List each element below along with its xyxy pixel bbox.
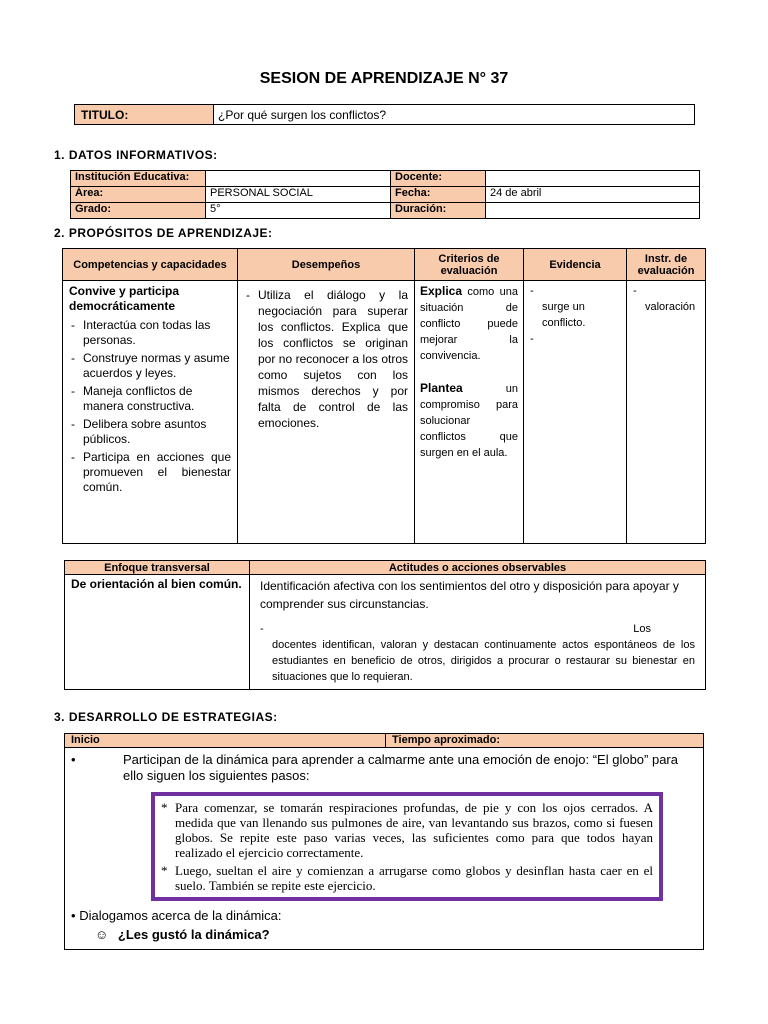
asterisk-icon: * xyxy=(161,863,168,878)
actitud-text-2: docentes identifican, valoran y destacan continuamente actos espontáneos de los estudiantes en beneficio de otros, dirigidos a procurar o restaurar su bienestar en situaciones que lo requieran. xyxy=(272,639,695,683)
datos-value-duracion xyxy=(486,203,700,219)
list-item: - Interactúa con todas las personas. xyxy=(69,318,231,348)
competencia-title: Convive y participa democráticamente xyxy=(69,284,180,313)
instrumento-text: valoración xyxy=(645,301,696,313)
bullet-icon: • xyxy=(71,752,76,767)
datos-label-docente: Docente: xyxy=(391,171,486,187)
bullet-1-text: Participan de la dinámica para aprender a calmarme ante una emoción de enojo: “El globo” para ello siguen los siguientes pasos: xyxy=(123,752,678,783)
section2-heading: 2. PROPÓSITOS DE APRENDIZAJE: xyxy=(54,226,273,240)
inicio-content xyxy=(65,748,704,950)
box-item-2-text: Luego, sueltan el aire y comienzan a arrugarse como globos y desinflan hasta caer en el suelo. También se repite este ejercicio. xyxy=(175,863,653,893)
evidencia-dash-2: - xyxy=(530,333,534,345)
page-title: SESION DE APRENDIZAJE N° 37 xyxy=(259,70,509,87)
criterio2-verb: Plantea xyxy=(420,381,463,395)
criterio1-text: como una situación de conflicto puede mejorar la convivencia. xyxy=(420,286,518,362)
propositos-table xyxy=(62,248,706,544)
actitud-los: Los xyxy=(633,623,651,635)
tiempo-header: Tiempo aproximado: xyxy=(386,734,704,748)
datos-label-area: Área: xyxy=(71,187,206,203)
instructions-box xyxy=(151,792,663,901)
box-item-1-text: Para comenzar, se tomarán respiraciones profundas, de pie y con los ojos cerrados. A medida que van llenando sus pulmones de aire, van levantando sus brazos, como si fuesen globos. Se repite este paso varias veces, las suficientes como para que todos hayan realizado el ejercicio correctamente. xyxy=(175,800,653,860)
datos-label-duracion: Duración: xyxy=(391,203,486,219)
enfoque-name: De orientación al bien común. xyxy=(65,575,250,690)
actitudes-header: Actitudes o acciones observables xyxy=(250,561,706,575)
header-evidencia: Evidencia xyxy=(524,249,627,281)
datos-value-area: PERSONAL SOCIAL xyxy=(206,187,391,203)
header-competencias: Competencias y capacidades xyxy=(63,249,238,281)
actitud-dash-row xyxy=(260,621,695,637)
actitud-dash: - xyxy=(260,623,264,635)
capacidades-list xyxy=(69,318,231,495)
bullet-item-2 xyxy=(71,907,697,925)
datos-value-grado: 5° xyxy=(206,203,391,219)
inicio-header: Inicio xyxy=(65,734,386,748)
datos-value-ie xyxy=(206,171,391,187)
evidencia-cell xyxy=(524,281,627,544)
datos-value-docente xyxy=(486,171,700,187)
datos-value-fecha: 24 de abril xyxy=(486,187,700,203)
question-text: ¿Les gustó la dinámica? xyxy=(117,927,270,942)
list-item: - Delibera sobre asuntos públicos. xyxy=(69,417,231,447)
bullet-item-1 xyxy=(71,752,697,784)
datos-table xyxy=(70,170,700,219)
actitud-text-1: Identificación afectiva con los sentimientos del otro y disposición para apoyar y comprender sus circunstancias. xyxy=(260,579,679,611)
datos-label-grado: Grado: xyxy=(71,203,206,219)
section3-heading: 3. DESARROLLO DE ESTRATEGIAS: xyxy=(54,710,278,724)
criterios-cell xyxy=(415,281,524,544)
header-desempenos: Desempeños xyxy=(238,249,415,281)
box-item-1 xyxy=(161,800,653,860)
smiley-icon: ☺ xyxy=(95,927,109,942)
box-item-2 xyxy=(161,863,653,893)
desempeno-text: - Utiliza el diálogo y la negociación para superar los conflictos. Explica que los conflictos se originan por no reconocer a los otros como sujetos con los mismos derechos y por falta de control de las emociones. xyxy=(244,287,408,431)
evidencia-text: surge un conflicto. xyxy=(542,301,586,329)
datos-label-ie: Institución Educativa: xyxy=(71,171,206,187)
list-item: - Participa en acciones que promueven el bienestar común. xyxy=(69,450,231,495)
desempeno-cell xyxy=(238,281,415,544)
header-criterios: Criterios de evaluación xyxy=(415,249,524,281)
instrumento-cell xyxy=(627,281,706,544)
asterisk-icon: * xyxy=(161,800,168,815)
criterio2-text: un compromiso para solucionar conflictos que surgen en el aula. xyxy=(420,383,518,459)
list-item: - Maneja conflictos de manera constructiva. xyxy=(69,384,231,414)
estrategias-table xyxy=(64,733,704,950)
title-value: ¿Por qué surgen los conflictos? xyxy=(214,105,695,125)
title-table xyxy=(74,104,695,125)
criterio1-verb: Explica xyxy=(420,284,463,298)
evidencia-dash-1: - xyxy=(530,285,534,297)
title-label: TITULO: xyxy=(75,105,214,125)
enfoque-table xyxy=(64,560,706,690)
competencias-cell xyxy=(63,281,238,544)
datos-label-fecha: Fecha: xyxy=(391,187,486,203)
header-instrumento: Instr. de evaluación xyxy=(627,249,706,281)
question-row xyxy=(71,925,697,945)
list-item: - Construye normas y asume acuerdos y leyes. xyxy=(69,351,231,381)
enfoque-header: Enfoque transversal xyxy=(65,561,250,575)
actitudes-cell xyxy=(250,575,706,690)
bullet-icon: • xyxy=(71,908,76,923)
instrumento-dash: - xyxy=(633,285,637,297)
bullet-2-text: Dialogamos acerca de la dinámica: xyxy=(79,908,282,923)
section1-heading: 1. DATOS INFORMATIVOS: xyxy=(54,148,218,162)
